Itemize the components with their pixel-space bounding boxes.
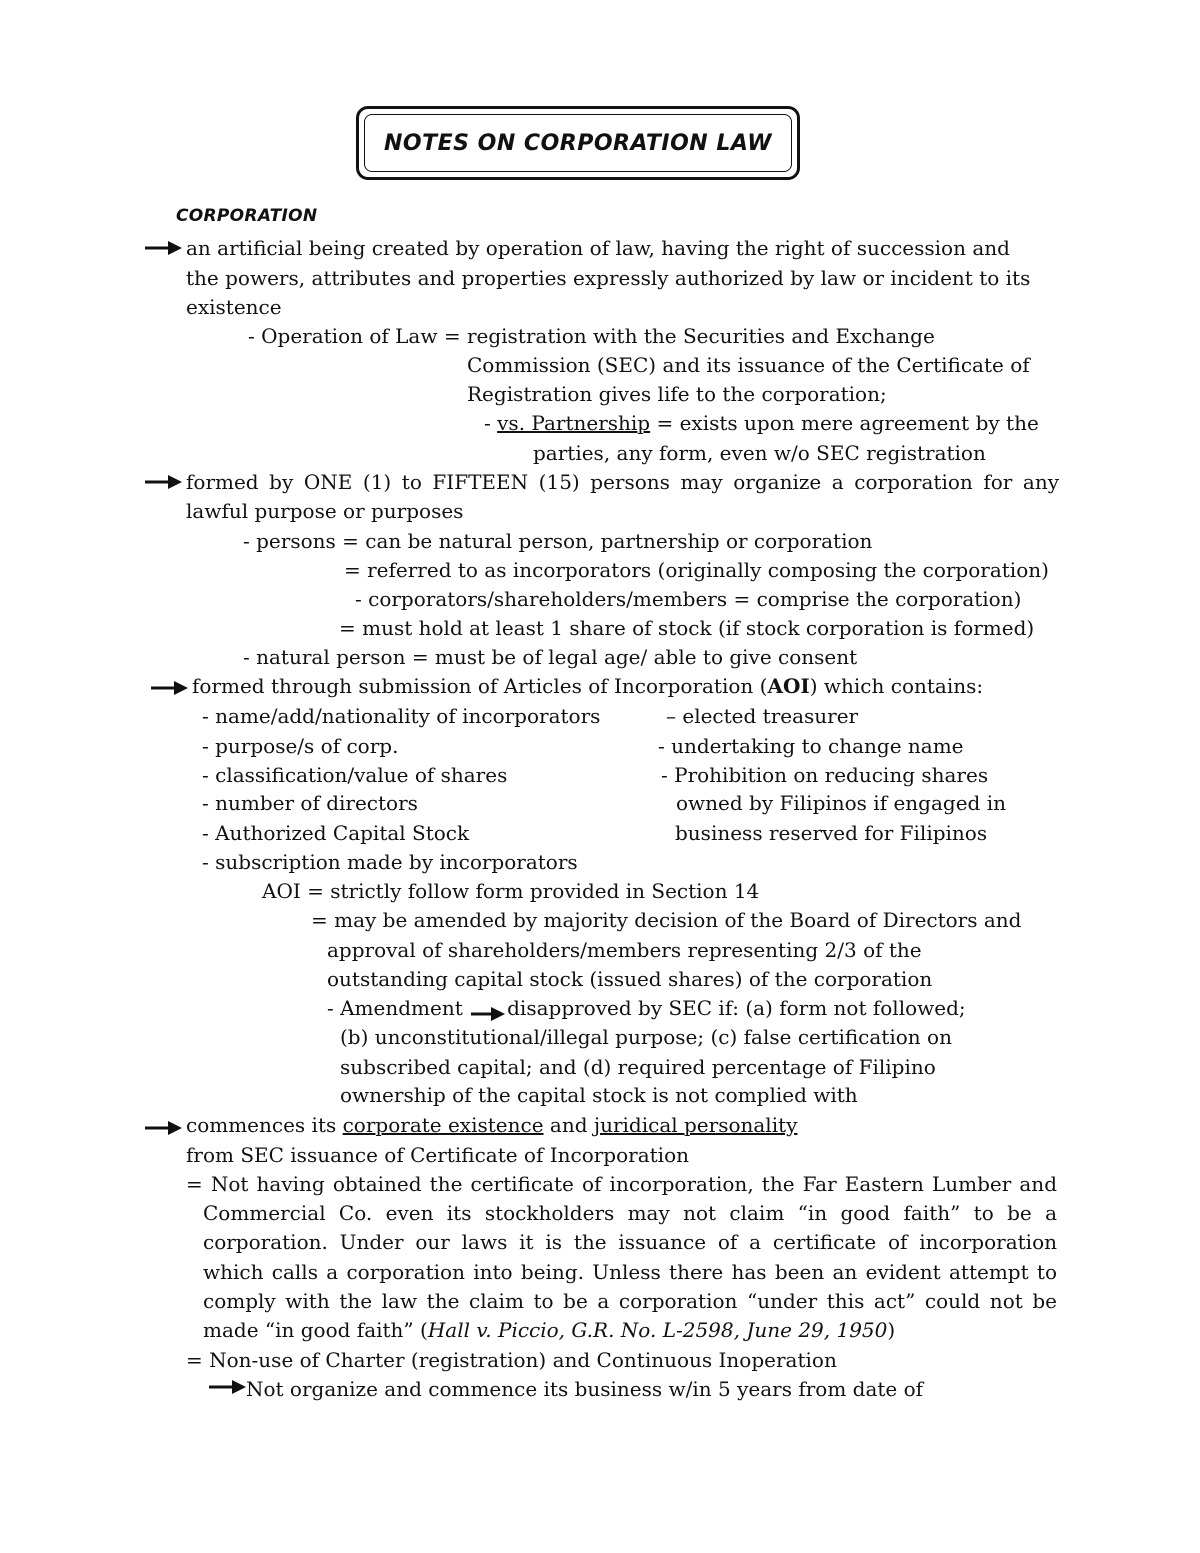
amendment-line: (b) unconstitutional/illegal purpose; (c) false certification on [340,1025,952,1049]
case-quote-line: comply with the law the claim to be a corporation “under this act” could not be [203,1289,1057,1313]
formed-line: formed by ONE (1) to FIFTEEN (15) persons may organize a corporation for any [186,470,1059,494]
definition-line: the powers, attributes and properties expressly authorized by law or incident to its [186,266,1031,290]
persons-line: = must hold at least 1 share of stock (if stock corporation is formed) [339,616,1035,640]
arrow-bullet-icon [150,680,190,696]
operation-of-law-line: Commission (SEC) and its issuance of the Certificate of [467,353,1030,377]
aoi-amend-line: = may be amended by majority decision of the Board of Directors and [311,908,1022,932]
aoi-content-item: - undertaking to change name [658,734,964,758]
aoi-content-item: owned by Filipinos if engaged in [676,791,1006,815]
persons-line: = referred to as incorporators (originally composing the corporation) [344,558,1049,582]
definition-line: existence [186,295,282,319]
non-use-line: Not organize and commence its business w/in 5 years from date of [246,1377,924,1401]
aoi-content-item: – elected treasurer [666,704,859,728]
amendment-line: - Amendment disapproved by SEC if: (a) form not followed; [327,996,966,1020]
formed-line: lawful purpose or purposes [186,499,464,523]
arrow-bullet-icon [144,240,184,256]
aoi-amend-line: approval of shareholders/members representing 2/3 of the [327,938,922,962]
persons-line: - corporators/shareholders/members = comprise the corporation) [355,587,1022,611]
partnership-term: vs. Partnership [497,411,651,435]
partnership-line: - vs. Partnership = exists upon mere agreement by the [484,411,1039,435]
commence-line: from SEC issuance of Certificate of Incorporation [186,1143,689,1167]
aoi-amend-line: outstanding capital stock (issued shares) of the corporation [327,967,933,991]
amendment-line: subscribed capital; and (d) required percentage of Filipino [340,1055,936,1079]
case-quote-line: = Not having obtained the certificate of incorporation, the Far Eastern Lumber and [186,1172,1057,1196]
operation-of-law-line: - Operation of Law = registration with the Securities and Exchange [248,324,935,348]
page-title: NOTES ON CORPORATION LAW [384,130,772,156]
case-quote-line: Commercial Co. even its stockholders may not claim “in good faith” to be a [203,1201,1057,1225]
aoi-content-item: - name/add/nationality of incorporators [202,704,601,728]
title-box [356,106,800,180]
amendment-line: ownership of the capital stock is not complied with [340,1083,858,1107]
aoi-content-item: - purpose/s of corp. [202,734,399,758]
commence-line: commences its corporate existence and juridical personality [186,1113,798,1137]
aoi-content-item: - classification/value of shares [202,763,508,787]
persons-line: - natural person = must be of legal age/ able to give consent [243,645,858,669]
persons-line: - persons = can be natural person, partnership or corporation [243,529,873,553]
aoi-lead-line: formed through submission of Articles of Incorporation (AOI) which contains: [192,674,984,698]
definition-line: an artificial being created by operation of law, having the right of succession and [186,236,1010,260]
aoi-content-item: business reserved for Filipinos [675,821,988,845]
aoi-content-item: - subscription made by incorporators [202,850,578,874]
arrow-inline-icon [469,1002,507,1018]
aoi-form-line: AOI = strictly follow form provided in Section 14 [262,879,760,903]
aoi-content-item: - Prohibition on reducing shares [661,763,989,787]
arrow-bullet-icon [144,474,184,490]
section-heading: CORPORATION [176,206,318,226]
arrow-bullet-icon [144,1120,184,1136]
case-quote-line: corporation. Under our laws it is the issuance of a certificate of incorporation [203,1230,1057,1254]
non-use-line: = Non-use of Charter (registration) and Continuous Inoperation [186,1348,837,1372]
arrow-bullet-icon [208,1379,248,1395]
operation-of-law-line: Registration gives life to the corporation; [467,382,887,406]
aoi-content-item: - Authorized Capital Stock [202,821,470,845]
case-quote-line: which calls a corporation into being. Unless there has been an evident attempt to [203,1260,1057,1284]
aoi-content-item: - number of directors [202,791,418,815]
case-citation: Hall v. Piccio, G.R. No. L-2598, June 29, 1950 [427,1318,888,1342]
partnership-line: parties, any form, even w/o SEC registration [533,441,986,465]
case-quote-line: made “in good faith” (Hall v. Piccio, G.R. No. L-2598, June 29, 1950) [203,1318,896,1342]
